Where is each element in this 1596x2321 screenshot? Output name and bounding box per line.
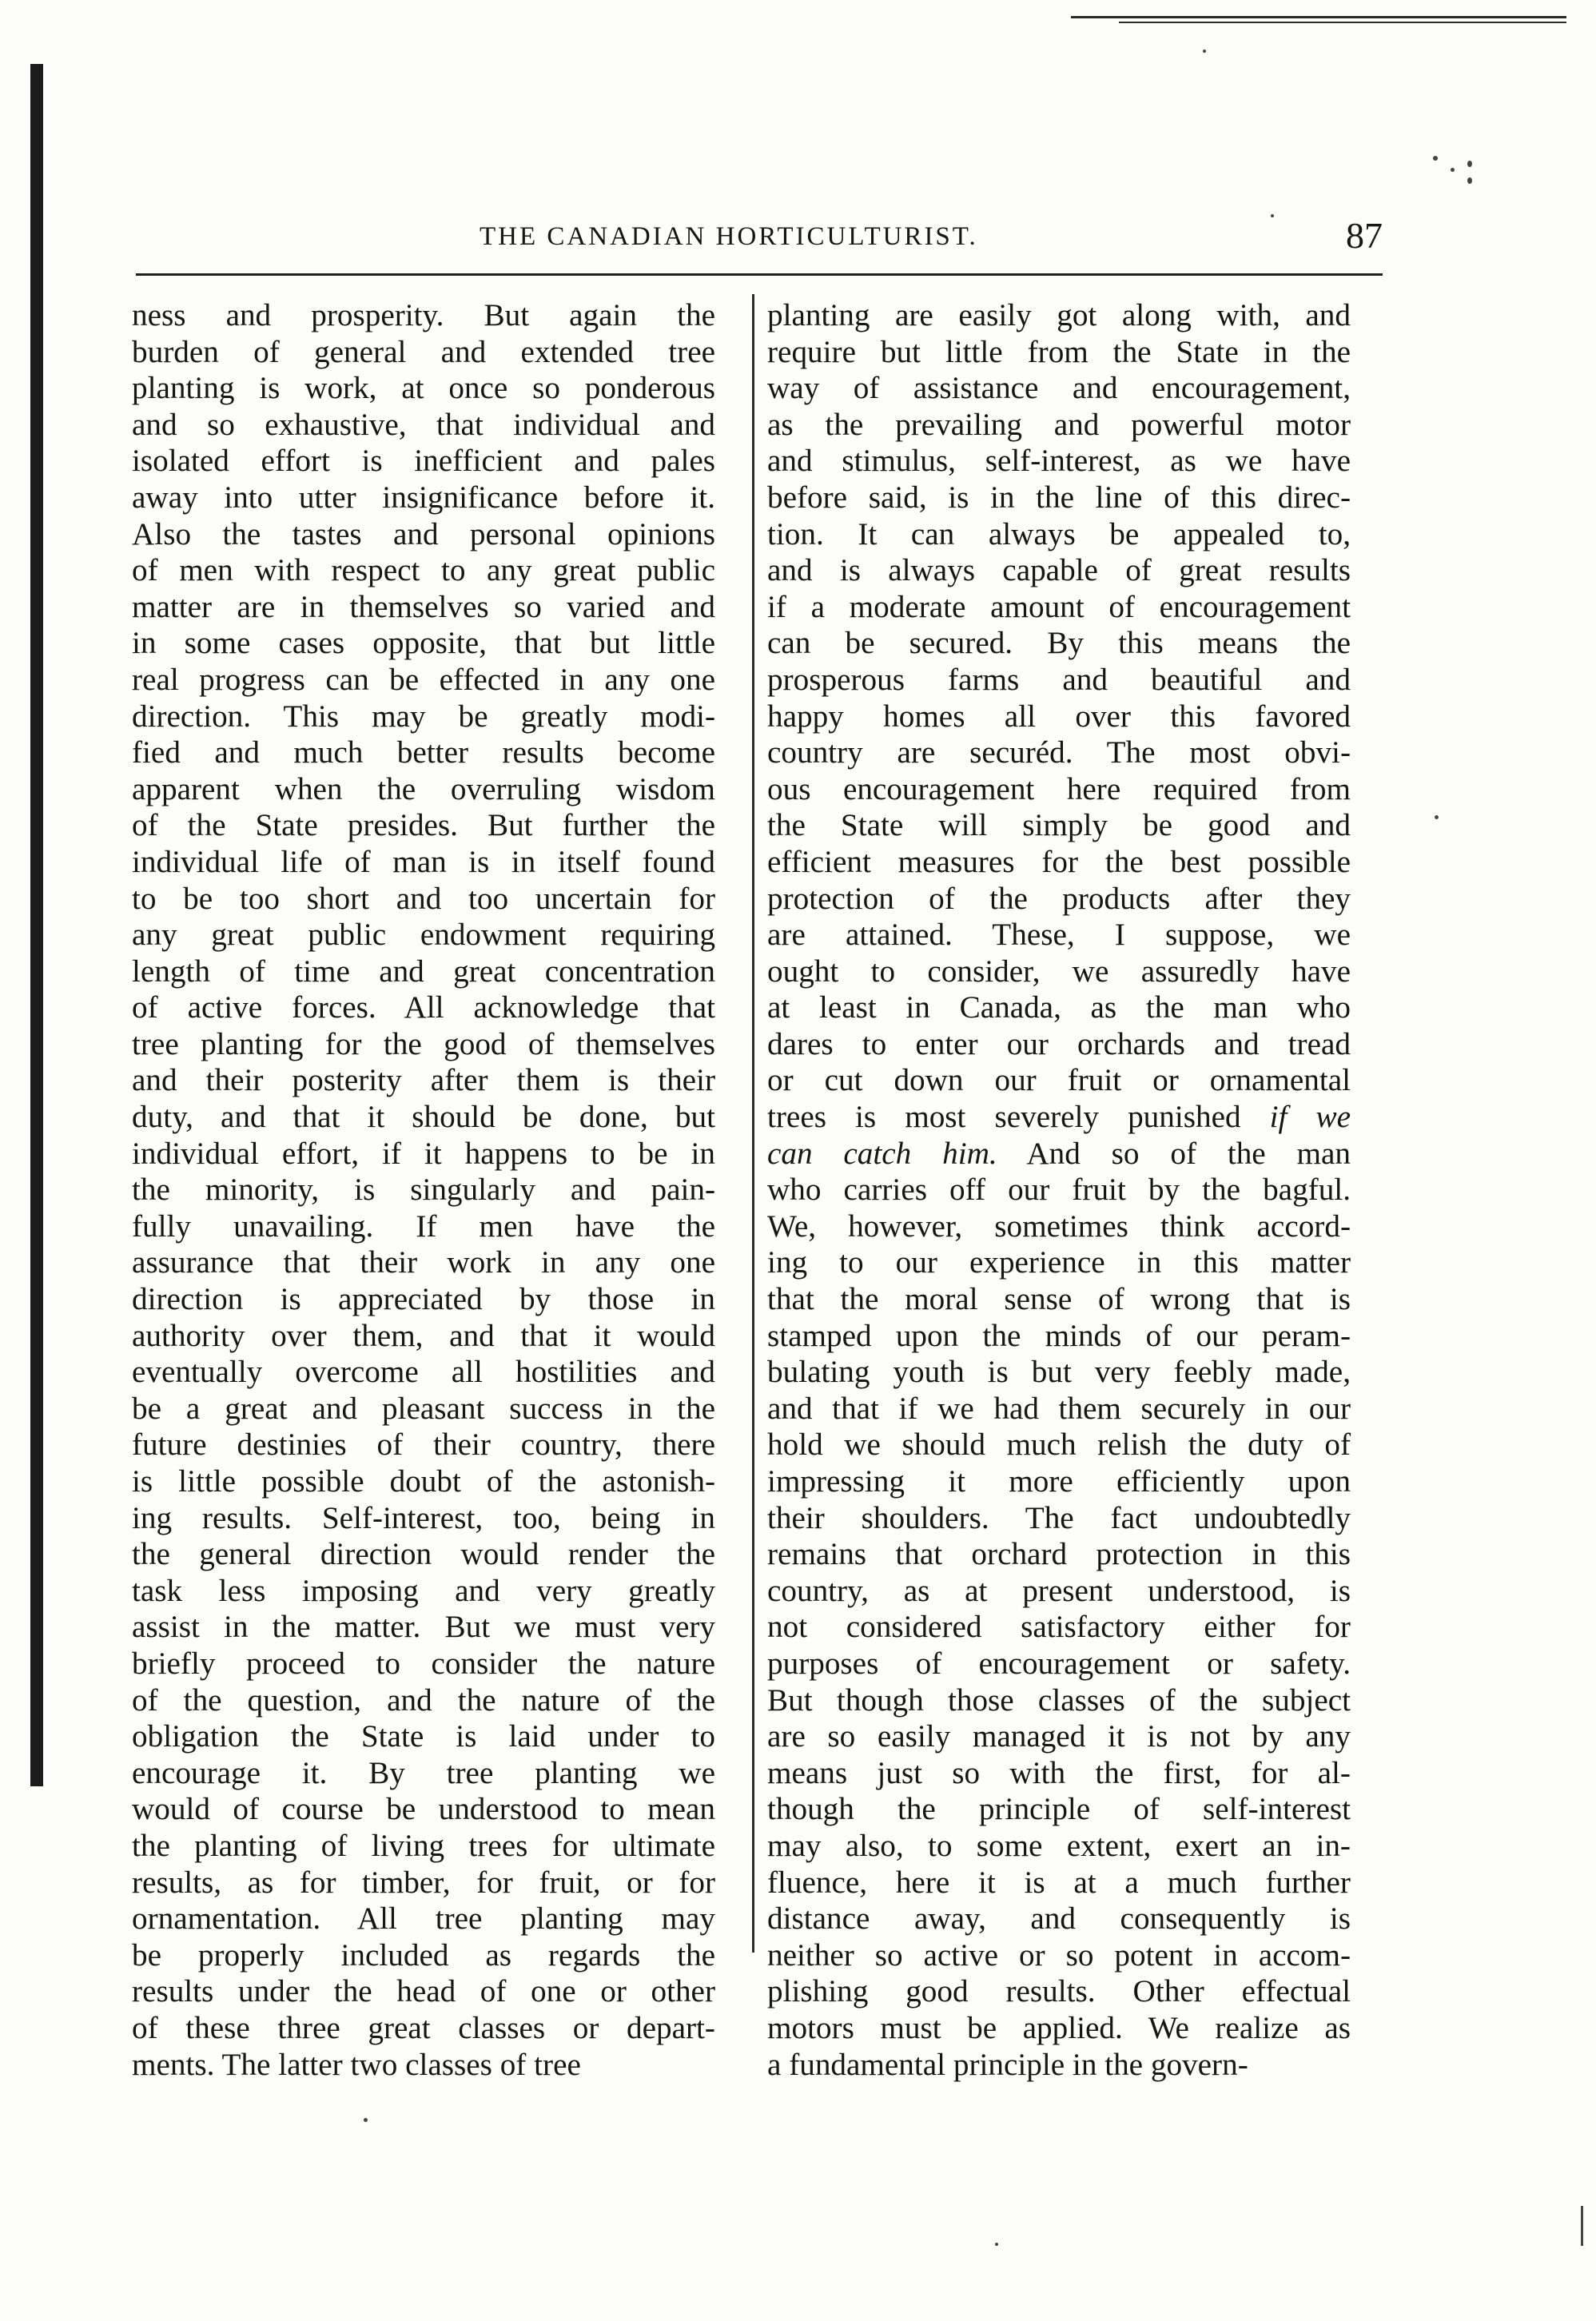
text-line: ought to consider, we assuredly have [767,953,1351,989]
text-line: purposes of encouragement or safety. [767,1646,1351,1681]
text-line: may also, to some extent, exert an in- [767,1828,1351,1863]
text-line: require but little from the State in the [767,334,1351,369]
text-line-with-italic [767,1099,1351,1136]
scan-speck [1581,2206,1583,2246]
text-line: Also the tastes and personal opinions [132,516,715,551]
text-line: a fundamental principle in the govern- [767,2047,1248,2082]
text-line: ments. The latter two classes of tree [132,2047,581,2082]
text-line: to be too short and too uncertain for [132,881,715,916]
text-line: task less imposing and very greatly [132,1573,715,1608]
text-line: encourage it. By tree planting we [132,1755,715,1790]
text-line: ing to our experience in this matter [767,1245,1351,1280]
text-line: individual effort, if it happens to be in [132,1136,715,1171]
header-rule [136,273,1383,276]
text-line: or cut down our fruit or ornamental [767,1063,1351,1098]
text-line: are so easily managed it is not by any [767,1719,1351,1754]
text-line: and their posterity after them is their [132,1063,715,1098]
text-line: away into utter insignificance before it. [132,480,715,515]
text-line: tion. It can always be appealed to, [767,516,1351,551]
text-line: ing results. Self-interest, too, being in [132,1500,715,1535]
top-rule-thin [1119,22,1566,23]
text-line: of men with respect to any great public [132,553,715,588]
text-line: motors must be applied. We realize as [767,2010,1351,2045]
scan-speck [364,2118,368,2122]
text-line: prosperous farms and beautiful and [767,662,1351,697]
text-line: though the principle of self-interest [767,1792,1351,1827]
italic-phrase: if we [1269,1100,1351,1135]
text-line: in some cases opposite, that but little [132,626,715,661]
text-line: the minority, is singularly and pain- [132,1172,715,1208]
text-line: eventually overcome all hostilities and [132,1355,715,1390]
text-line: be properly included as regards the [132,1937,715,1973]
text-line: country are securéd. The most obvi- [767,735,1351,770]
text-line: direction. This may be greatly modi- [132,699,715,734]
text-line: fied and much better results become [132,735,715,770]
text-segment: trees is most severely punished [767,1100,1241,1135]
text-line: But though those classes of the subject [767,1682,1351,1718]
text-line: of the question, and the nature of the [132,1682,715,1718]
text-line: before said, is in the line of this direc- [767,480,1351,515]
text-line: results under the head of one or other [132,1974,715,2009]
text-segment: And so of the man [1026,1136,1351,1171]
text-line: means just so with the first, for al- [767,1755,1351,1790]
text-line: fluence, here it is at a much further [767,1865,1351,1900]
scan-speck [1467,177,1472,184]
text-line: bulating youth is but very feebly made, [767,1355,1351,1390]
text-line: way of assistance and encouragement, [767,371,1351,406]
text-line: the general direction would render the [132,1537,715,1572]
scan-speck [1435,815,1439,819]
text-line: remains that orchard protection in this [767,1537,1351,1572]
text-line: individual life of man is in itself found [132,844,715,879]
scan-speck [1451,168,1455,172]
text-line: apparent when the overruling wisdom [132,771,715,806]
text-line: fully unavailing. If men have the [132,1208,715,1244]
italic-phrase: can catch him. [767,1136,997,1171]
text-line: the State will simply be good and [767,808,1351,843]
text-line: are attained. These, I suppose, we [767,918,1351,953]
text-line: protection of the products after they [767,881,1351,916]
text-line: stamped upon the minds of our peram- [767,1318,1351,1353]
text-line: neither so active or so potent in accom- [767,1937,1351,1973]
text-line: the planting of living trees for ultimate [132,1828,715,1863]
page-header [136,214,1383,262]
text-line: and stimulus, self-interest, as we have [767,444,1351,479]
text-line: matter are in themselves so varied and [132,589,715,624]
scan-speck [995,2243,998,2246]
scan-speck [1467,161,1472,167]
text-line: not considered satisfactory either for [767,1610,1351,1645]
text-line: if a moderate amount of encouragement [767,589,1351,624]
top-rule [1071,16,1566,18]
text-line: ness and prosperity. But again the [132,298,715,332]
text-line: obligation the State is laid under to [132,1719,715,1754]
text-line: and so exhaustive, that individual and [132,407,715,442]
text-line: assurance that their work in any one [132,1245,715,1280]
scan-speck [1203,50,1206,53]
text-line: and is always capable of great results [767,553,1351,588]
text-line: of active forces. All acknowledge that [132,990,715,1025]
text-line: duty, and that it should be done, but [132,1100,715,1135]
text-line: dares to enter our orchards and tread [767,1026,1351,1061]
scan-speck [1433,156,1438,161]
text-line: that the moral sense of wrong that is [767,1282,1351,1317]
scan-page-edge [30,64,43,1786]
text-line: distance away, and consequently is [767,1901,1351,1937]
text-line: burden of general and extended tree [132,334,715,369]
text-line: tree planting for the good of themselves [132,1026,715,1061]
text-line: planting is work, at once so ponderous [132,371,715,406]
text-line: planting are easily got along with, and [767,298,1351,332]
text-line: of these three great classes or depart- [132,2010,715,2045]
text-line: as the prevailing and powerful motor [767,407,1351,442]
text-line: direction is appreciated by those in [132,1282,715,1317]
text-line: be a great and pleasant success in the [132,1391,715,1426]
column-divider [752,294,754,1953]
text-line: and that if we had them securely in our [767,1391,1351,1426]
text-line: who carries off our fruit by the bagful. [767,1172,1351,1208]
text-line: plishing good results. Other effectual [767,1974,1351,2009]
left-column [132,297,715,2083]
text-line: ornamentation. All tree planting may [132,1901,715,1937]
text-line: hold we should much relish the duty of [767,1427,1351,1463]
text-line: ous encouragement here required from [767,771,1351,806]
text-line: authority over them, and that it would [132,1318,715,1353]
text-line-with-italic [767,1136,1351,1172]
text-line: We, however, sometimes think accord- [767,1208,1351,1244]
running-title: THE CANADIAN HORTICULTURIST. [480,222,978,251]
text-line: happy homes all over this favored [767,699,1351,734]
text-line: any great public endowment requiring [132,918,715,953]
text-line: isolated effort is inefficient and pales [132,444,715,479]
text-line: at least in Canada, as the man who [767,990,1351,1025]
text-line: length of time and great concentration [132,953,715,989]
page-number: 87 [1346,215,1383,256]
text-line: country, as at present understood, is [767,1573,1351,1608]
right-column [767,297,1351,2083]
text-line: of the State presides. But further the [132,808,715,843]
text-line: their shoulders. The fact undoubtedly [767,1500,1351,1535]
text-line: assist in the matter. But we must very [132,1610,715,1645]
text-line: real progress can be effected in any one [132,662,715,697]
text-line: is little possible doubt of the astonish- [132,1464,715,1499]
text-line: results, as for timber, for fruit, or for [132,1865,715,1900]
text-line: future destinies of their country, there [132,1427,715,1463]
text-line: impressing it more efficiently upon [767,1464,1351,1499]
text-line: can be secured. By this means the [767,626,1351,661]
text-line: efficient measures for the best possible [767,844,1351,879]
text-line: would of course be understood to mean [132,1792,715,1827]
text-line: briefly proceed to consider the nature [132,1646,715,1681]
